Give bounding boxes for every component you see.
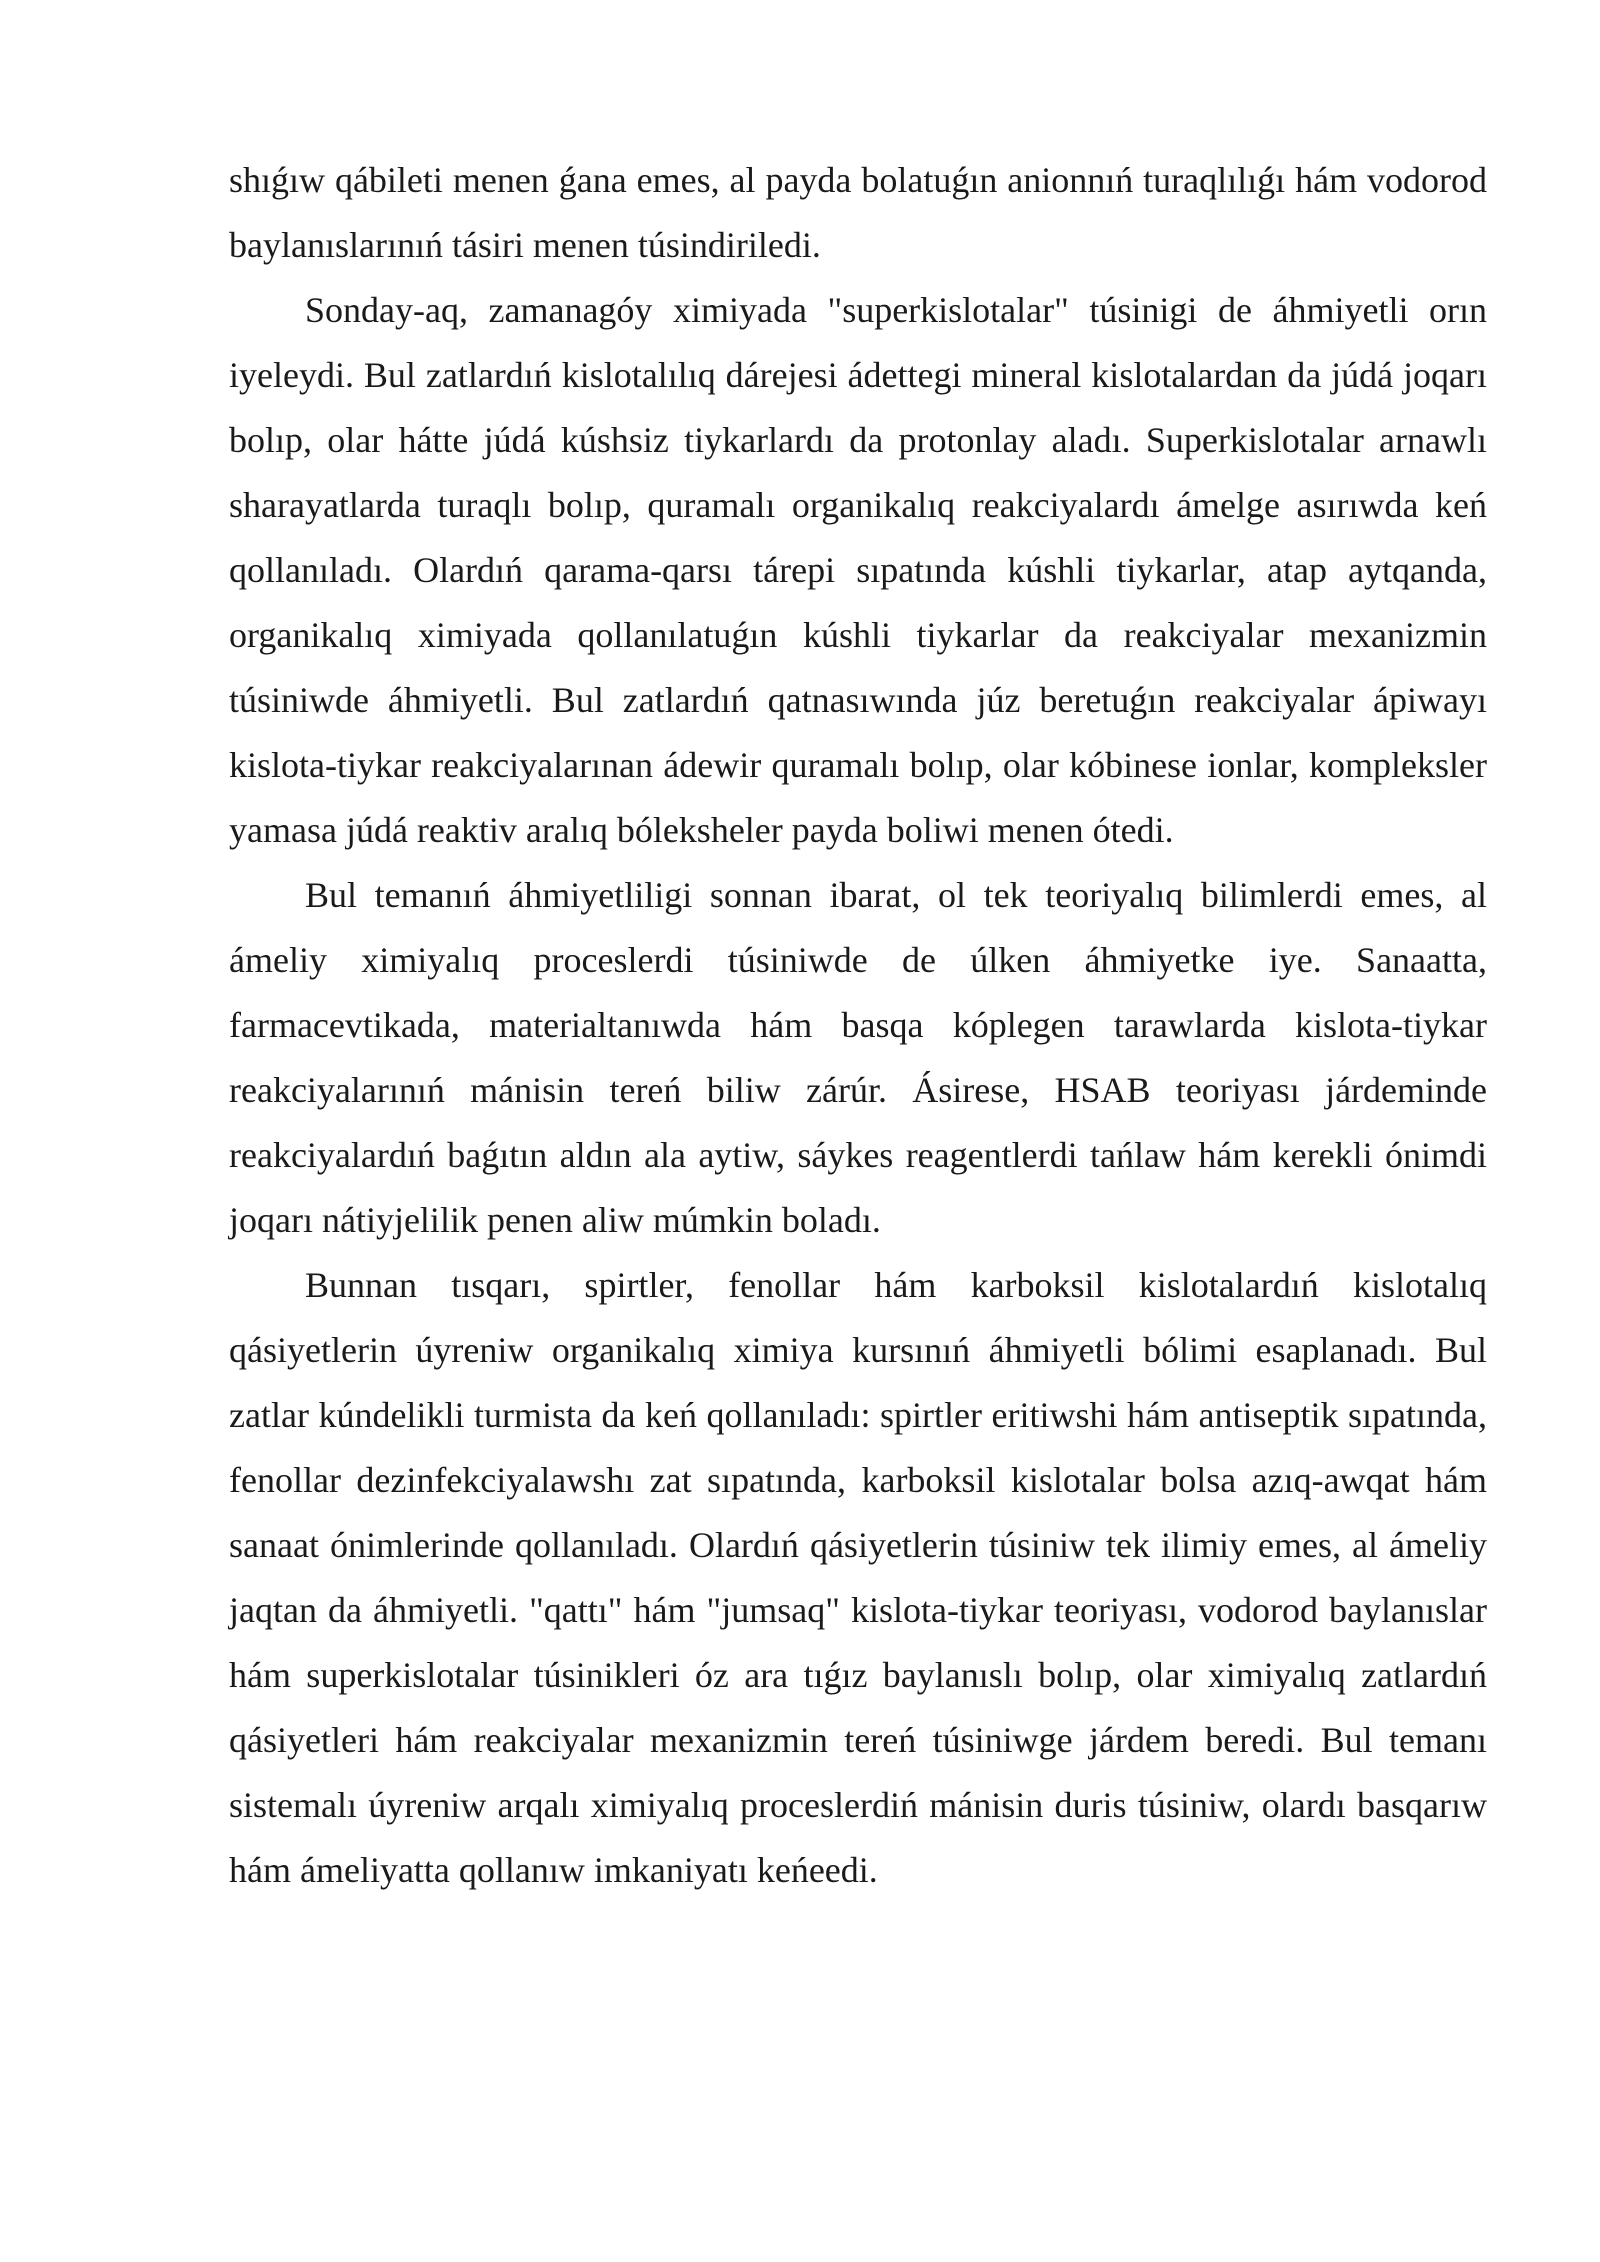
paragraph-temanin-ahmiyetliligi: Bul temanıń áhmiyetliligi sonnan ibarat, ol tek teoriyalıq bilimlerdi emes, al ámeliy ximiyalıq proceslerdi túsiniwde de úlken áhmiyetke iye. Sanaatta, farmacevtikada, materialtanıwda hám basqa kóplegen tarawlarda kislota-tiykar reakciyalarınıń mánisin tereń biliw zárúr. Ásirese, HSAB teoriyası járdeminde reakciyalardıń baǵıtın aldın ala aytiw, sáykes reagentlerdi tańlaw hám kerekli ónimdi joqarı nátiyjelilik penen aliw múmkin boladı. [229, 875, 1487, 1240]
body-text [229, 148, 1487, 1903]
paragraph-superkislotalar: Sonday-aq, zamanagóy ximiyada "superkislotalar" túsinigi de áhmiyetli orın iyeleydi. Bul zatlardıń kislotalılıq dárejesi ádettegi mineral kislotalardan da júdá joqarı bolıp, olar hátte júdá kúshsiz tiykarlardı da protonlay aladı. Superkislotalar arnawlı sharayatlarda turaqlı bolıp, quramalı organikalıq reakciyalardı ámelge asırıwda keń qollanıladı. Olardıń qarama-qarsı tárepi sıpatında kúshli tiykarlar, atap aytqanda, organikalıq ximiyada qollanılatuǵın kúshli tiykarlar da reakciyalar mexanizmin túsiniwde áhmiyetli. Bul zatlardıń qatnasıwında júz beretuǵın reakciyalar ápiwayı kislota-tiykar reakciyalarınan ádewir quramalı bolıp, olar kóbinese ionlar, kompleksler yamasa júdá reaktiv aralıq bóleksheler payda boliwi menen ótedi. [229, 290, 1487, 850]
paragraph-spirtler-fenollar: Bunnan tısqarı, spirtler, fenollar hám karboksil kislotalardıń kislotalıq qásiyetlerin úyreniw organikalıq ximiya kursınıń áhmiyetli bólimi esaplanadı. Bul zatlar kúndelikli turmista da keń qollanıladı: spirtler eritiwshi hám antiseptik sıpatında, fenollar dezinfekciyalawshı zat sıpatında, karboksil kislotalar bolsa azıq-awqat hám sanaat ónimlerinde qollanıladı. Olardıń qásiyetlerin túsiniw tek ilimiy emes, al ámeliy jaqtan da áhmiyetli. "qattı" hám "jumsaq" kislota-tiykar teoriyası, vodorod baylanıslar hám superkislotalar túsinikleri óz ara tıǵız baylanıslı bolıp, olar ximiyalıq zatlardıń qásiyetleri hám reakciyalar mexanizmin tereń túsiniwge járdem beredi. Bul temanı sistemalı úyreniw arqalı ximiyalıq proceslerdiń mánisin duris túsiniw, olardı basqarıw hám ámeliyatta qollanıw imkaniyatı keńeedi. [229, 1265, 1487, 1890]
paragraph-continued: shıǵıw qábileti menen ǵana emes, al payda bolatuǵın anionnıń turaqlılıǵı hám vodorod baylanıslarınıń tásiri menen túsindiriledi. [229, 160, 1487, 265]
